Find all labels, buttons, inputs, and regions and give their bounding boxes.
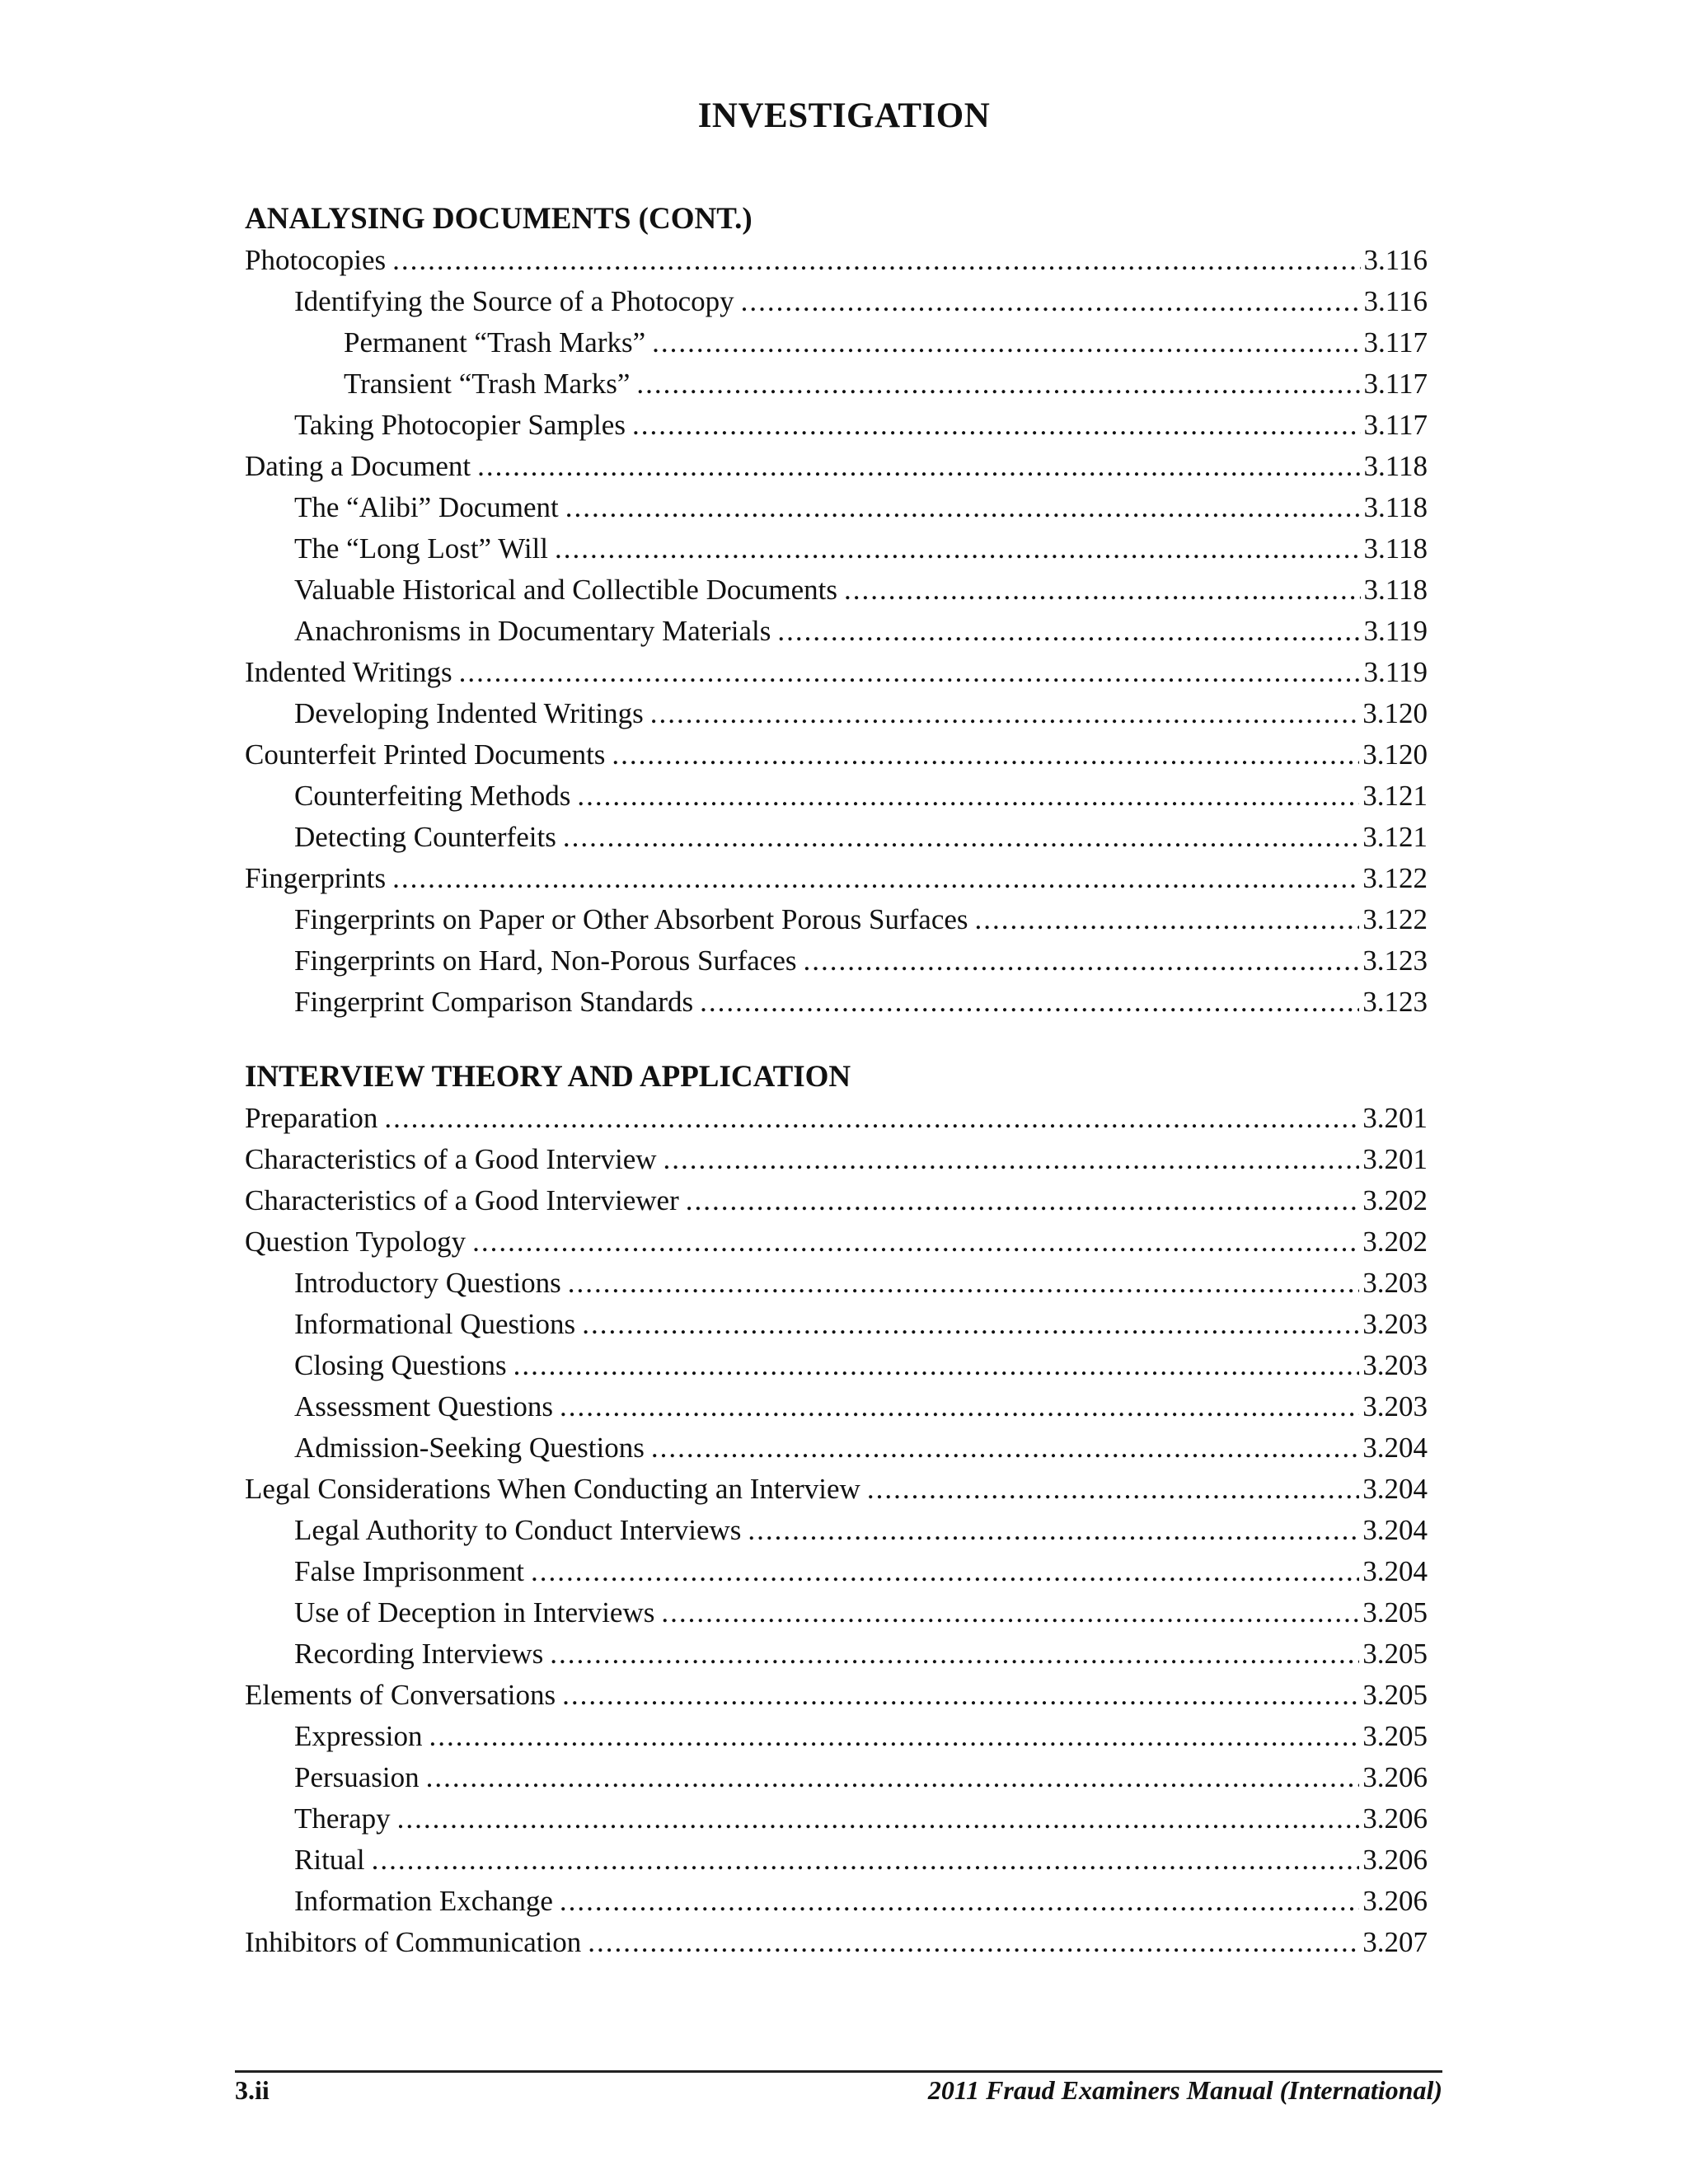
- toc-entry-title: Expression: [294, 1720, 423, 1752]
- toc-entry: [245, 1922, 1428, 1963]
- toc-page-number: 3.204: [1362, 1555, 1428, 1587]
- toc-entry-title: Introductory Questions: [294, 1267, 561, 1299]
- toc-entry: [245, 1139, 1428, 1180]
- toc-entry-title: Information Exchange: [294, 1885, 553, 1917]
- dot-leader: [632, 405, 1361, 446]
- toc-entry-title: The “Long Lost” Will: [294, 532, 549, 565]
- toc-entry: [245, 363, 1428, 405]
- toc-entry-title: Counterfeiting Methods: [294, 780, 571, 812]
- toc-entry: [245, 1840, 1428, 1881]
- dot-leader: [531, 1551, 1359, 1592]
- toc-entry: [245, 1304, 1428, 1345]
- toc-page-number: 3.120: [1362, 738, 1428, 771]
- toc-page-number: 3.206: [1362, 1885, 1428, 1917]
- toc-entry: [245, 858, 1428, 899]
- toc-page-number: 3.203: [1362, 1267, 1428, 1299]
- toc-entry-title: Taking Photocopier Samples: [294, 409, 626, 441]
- toc-entry: [245, 899, 1428, 940]
- toc-entry: [245, 652, 1428, 693]
- toc-page-number: 3.205: [1362, 1638, 1428, 1670]
- toc-page-number: 3.201: [1362, 1143, 1428, 1175]
- dot-leader: [777, 611, 1360, 652]
- toc-entry: [245, 1633, 1428, 1675]
- toc-entry: [245, 240, 1428, 281]
- dot-leader: [650, 693, 1360, 734]
- toc-page-number: 3.117: [1363, 368, 1428, 400]
- dot-leader: [661, 1592, 1359, 1633]
- toc-entry-title: The “Alibi” Document: [294, 491, 559, 523]
- toc-page-number: 3.118: [1363, 574, 1428, 606]
- section-heading: INTERVIEW THEORY AND APPLICATION: [245, 1060, 851, 1094]
- toc-page-number: 3.118: [1363, 450, 1428, 482]
- toc-page-number: 3.116: [1363, 244, 1428, 276]
- toc-page-number: 3.123: [1362, 944, 1428, 977]
- toc-entry-title: Assessment Questions: [294, 1390, 554, 1422]
- toc-page-number: 3.119: [1363, 615, 1428, 647]
- toc-page-number: 3.203: [1362, 1308, 1428, 1340]
- toc-entry-title: Fingerprints on Paper or Other Absorbent Porous Surfaces: [294, 903, 968, 935]
- toc-entry-title: Persuasion: [294, 1761, 420, 1793]
- toc-entry: [245, 776, 1428, 817]
- toc-page-number: 3.204: [1362, 1432, 1428, 1464]
- toc-page-number: 3.117: [1363, 409, 1428, 441]
- dot-leader: [748, 1510, 1359, 1551]
- dot-leader: [565, 487, 1361, 528]
- dot-leader: [741, 281, 1361, 322]
- toc-entry: [245, 487, 1428, 528]
- toc-entry: [245, 281, 1428, 322]
- dot-leader: [392, 240, 1360, 281]
- toc-entry: [245, 1180, 1428, 1221]
- toc-entry-title: Preparation: [245, 1102, 378, 1134]
- toc-entry: [245, 982, 1428, 1023]
- toc-list: [245, 1098, 1428, 1963]
- toc-page-number: 3.123: [1362, 986, 1428, 1018]
- toc-entry: [245, 1716, 1428, 1757]
- toc-entry: [245, 1757, 1428, 1798]
- toc-entry: [245, 1675, 1428, 1716]
- toc-page-number: 3.121: [1362, 780, 1428, 812]
- toc-entry: [245, 1798, 1428, 1840]
- dot-leader: [429, 1716, 1360, 1757]
- toc-entry-title: Admission-Seeking Questions: [294, 1432, 645, 1464]
- toc-page-number: 3.119: [1363, 656, 1428, 688]
- toc-entry-title: Dating a Document: [245, 450, 471, 482]
- dot-leader: [577, 776, 1359, 817]
- toc-entry-title: Recording Interviews: [294, 1638, 544, 1670]
- toc-section-interview-theory: [245, 1057, 1428, 1963]
- toc-entry-title: Fingerprint Comparison Standards: [294, 986, 694, 1018]
- dot-leader: [867, 1469, 1359, 1510]
- toc-entry: [245, 569, 1428, 611]
- toc-entry: [245, 1551, 1428, 1592]
- toc-entry: [245, 940, 1428, 982]
- toc-entry-title: Identifying the Source of a Photocopy: [294, 285, 734, 317]
- toc-page-number: 3.118: [1363, 532, 1428, 565]
- toc-entry: [245, 693, 1428, 734]
- toc-page-number: 3.205: [1362, 1679, 1428, 1711]
- toc-page-number: 3.205: [1362, 1596, 1428, 1629]
- toc-entry-title: Photocopies: [245, 244, 387, 276]
- dot-leader: [397, 1798, 1360, 1840]
- toc-entry-title: False Imprisonment: [294, 1555, 524, 1587]
- toc-entry: [245, 1427, 1428, 1469]
- toc-page-number: 3.122: [1362, 862, 1428, 894]
- toc-page-number: 3.203: [1362, 1349, 1428, 1381]
- toc-entry-title: Counterfeit Printed Documents: [245, 738, 606, 771]
- toc-page-number: 3.204: [1362, 1514, 1428, 1546]
- toc-page-number: 3.117: [1363, 326, 1428, 359]
- dot-leader: [384, 1098, 1359, 1139]
- footer-divider: [235, 2070, 1442, 2073]
- dot-leader: [844, 569, 1361, 611]
- toc-entry: [245, 1263, 1428, 1304]
- toc-entry: [245, 734, 1428, 776]
- dot-leader: [612, 734, 1359, 776]
- dot-leader: [588, 1922, 1359, 1963]
- toc-entry: [245, 322, 1428, 363]
- dot-leader: [472, 1221, 1359, 1263]
- toc-entry: [245, 1881, 1428, 1922]
- toc-entry-title: Valuable Historical and Collectible Documents: [294, 574, 837, 606]
- section-heading: ANALYSING DOCUMENTS (CONT.): [245, 202, 753, 236]
- toc-page-number: 3.207: [1362, 1926, 1428, 1958]
- toc-list: [245, 240, 1428, 1023]
- dot-leader: [563, 817, 1359, 858]
- toc-entry-title: Legal Considerations When Conducting an Interview: [245, 1473, 860, 1505]
- toc-entry-title: Characteristics of a Good Interviewer: [245, 1184, 679, 1216]
- toc-page-number: 3.206: [1362, 1844, 1428, 1876]
- toc-entry-title: Elements of Conversations: [245, 1679, 556, 1711]
- footer-publication-title: 2011 Fraud Examiners Manual (International): [927, 2075, 1442, 2105]
- dot-leader: [562, 1675, 1359, 1716]
- toc-entry: [245, 1510, 1428, 1551]
- toc-entry-title: Inhibitors of Communication: [245, 1926, 582, 1958]
- dot-leader: [804, 940, 1360, 982]
- dot-leader: [392, 858, 1359, 899]
- toc-entry: [245, 1221, 1428, 1263]
- dot-leader: [560, 1881, 1359, 1922]
- toc-entry-title: Use of Deception in Interviews: [294, 1596, 655, 1629]
- toc-entry: [245, 1469, 1428, 1510]
- dot-leader: [582, 1304, 1359, 1345]
- toc-entry: [245, 1592, 1428, 1633]
- toc-entry: [245, 611, 1428, 652]
- toc-page-number: 3.121: [1362, 821, 1428, 853]
- toc-entry-title: Permanent “Trash Marks”: [344, 326, 646, 359]
- toc-entry: [245, 817, 1428, 858]
- dot-leader: [477, 446, 1360, 487]
- toc-entry-title: Ritual: [294, 1844, 365, 1876]
- toc-page-number: 3.122: [1362, 903, 1428, 935]
- toc-page-number: 3.203: [1362, 1390, 1428, 1422]
- toc-page-number: 3.206: [1362, 1761, 1428, 1793]
- dot-leader: [555, 528, 1361, 569]
- toc-page-number: 3.206: [1362, 1802, 1428, 1835]
- toc-section-analysing-documents: [245, 199, 1428, 1023]
- toc-entry-title: Therapy: [294, 1802, 391, 1835]
- toc-entry-title: Question Typology: [245, 1226, 467, 1258]
- toc-entry: [245, 528, 1428, 569]
- toc-entry-title: Developing Indented Writings: [294, 697, 644, 729]
- toc-entry-title: Anachronisms in Documentary Materials: [294, 615, 771, 647]
- dot-leader: [550, 1633, 1359, 1675]
- toc-page-number: 3.118: [1363, 491, 1428, 523]
- toc-page-number: 3.204: [1362, 1473, 1428, 1505]
- toc-entry-title: Closing Questions: [294, 1349, 507, 1381]
- toc-page-number: 3.205: [1362, 1720, 1428, 1752]
- toc-entry-title: Fingerprints: [245, 862, 387, 894]
- dot-leader: [652, 322, 1360, 363]
- toc-entry-title: Transient “Trash Marks”: [344, 368, 631, 400]
- dot-leader: [459, 652, 1361, 693]
- dot-leader: [372, 1840, 1360, 1881]
- dot-leader: [700, 982, 1359, 1023]
- toc-entry-title: Detecting Counterfeits: [294, 821, 556, 853]
- toc-entry-title: Indented Writings: [245, 656, 452, 688]
- toc-entry-title: Characteristics of a Good Interview: [245, 1143, 657, 1175]
- toc-entry: [245, 1386, 1428, 1427]
- dot-leader: [651, 1427, 1359, 1469]
- toc-page-number: 3.116: [1363, 285, 1428, 317]
- page-title: INVESTIGATION: [697, 96, 991, 135]
- footer-page-number: 3.ii: [235, 2075, 270, 2105]
- dot-leader: [513, 1345, 1360, 1386]
- toc-entry: [245, 446, 1428, 487]
- toc-entry-title: Fingerprints on Hard, Non-Porous Surfaces: [294, 944, 797, 977]
- toc-entry: [245, 1345, 1428, 1386]
- toc-page-number: 3.201: [1362, 1102, 1428, 1134]
- toc-entry: [245, 405, 1428, 446]
- dot-leader: [568, 1263, 1360, 1304]
- dot-leader: [975, 899, 1360, 940]
- dot-leader: [686, 1180, 1360, 1221]
- dot-leader: [560, 1386, 1359, 1427]
- toc-page-number: 3.202: [1362, 1184, 1428, 1216]
- dot-leader: [426, 1757, 1360, 1798]
- toc-entry-title: Informational Questions: [294, 1308, 576, 1340]
- toc-page-number: 3.120: [1362, 697, 1428, 729]
- toc-page-number: 3.202: [1362, 1226, 1428, 1258]
- toc-entry: [245, 1098, 1428, 1139]
- dot-leader: [636, 363, 1360, 405]
- toc-entry-title: Legal Authority to Conduct Interviews: [294, 1514, 742, 1546]
- dot-leader: [663, 1139, 1360, 1180]
